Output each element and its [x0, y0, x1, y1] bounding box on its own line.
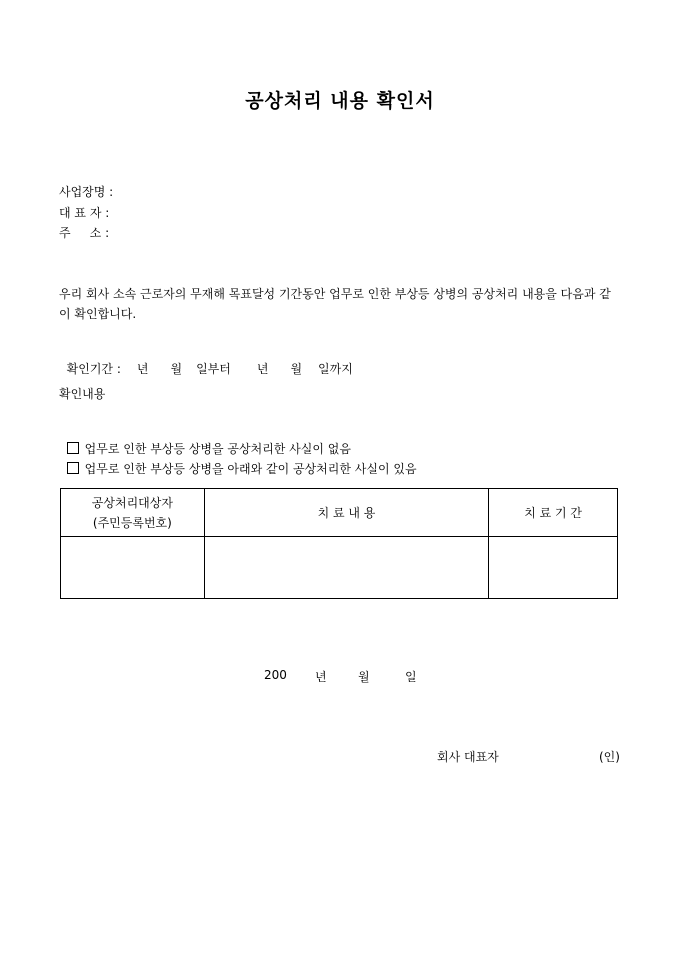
- header-patient-line2: (주민등록번호): [92, 516, 172, 530]
- header-patient: [61, 489, 205, 537]
- date-year-prefix: 200: [264, 668, 287, 682]
- ceo-label: 대 표 자 :: [59, 206, 110, 220]
- cell-period[interactable]: [489, 537, 618, 599]
- table-header-row: [61, 489, 618, 537]
- date-year: 년: [315, 670, 327, 684]
- cell-treatment[interactable]: [204, 537, 488, 599]
- statement-paragraph: 우리 회사 소속 근로자의 무재해 목표달성 기간동안 업무로 인한 부상등 상병의 공상처리 내용을 다음과 같이 확인합니다.: [59, 287, 611, 321]
- header-patient-line1: 공상처리대상자: [91, 496, 173, 510]
- ceo-line: [59, 206, 109, 220]
- period-day-1: 일부터: [196, 362, 231, 376]
- option-exists[interactable]: [59, 446, 417, 477]
- checkbox-exists[interactable]: [67, 462, 79, 474]
- header-treatment: 치 료 내 용: [204, 489, 488, 537]
- period-day-2: 일까지: [318, 362, 353, 376]
- seal-mark: (인): [599, 750, 620, 764]
- date-month: 월: [358, 670, 370, 684]
- period-label: 확인기간 :: [66, 362, 121, 376]
- address-line: [59, 226, 109, 240]
- company-name-label: 사업장명 :: [59, 185, 114, 199]
- confirmation-period: [59, 346, 353, 377]
- period-year-1: 년: [136, 362, 149, 376]
- cell-patient[interactable]: [61, 537, 205, 599]
- option-none-label: 업무로 인한 부상등 상병을 공상처리한 사실이 없음: [84, 442, 351, 456]
- date-day: 일: [405, 670, 417, 684]
- document-title: 공상처리 내용 확인서: [245, 90, 435, 112]
- company-name-line: [59, 185, 113, 199]
- header-period: 치 료 기 간: [489, 489, 618, 537]
- address-label: 주 소 :: [59, 226, 110, 240]
- option-exists-label: 업무로 인한 부상등 상병을 아래와 같이 공상처리한 사실이 있음: [84, 462, 417, 476]
- period-month-2: 월: [290, 362, 303, 376]
- table-row: [61, 537, 618, 599]
- content-label: 확인내용: [59, 387, 106, 401]
- period-month-1: 월: [170, 362, 183, 376]
- period-year-2: 년: [256, 362, 269, 376]
- signature-label: 회사 대표자: [437, 750, 499, 764]
- treatment-table: [60, 488, 618, 599]
